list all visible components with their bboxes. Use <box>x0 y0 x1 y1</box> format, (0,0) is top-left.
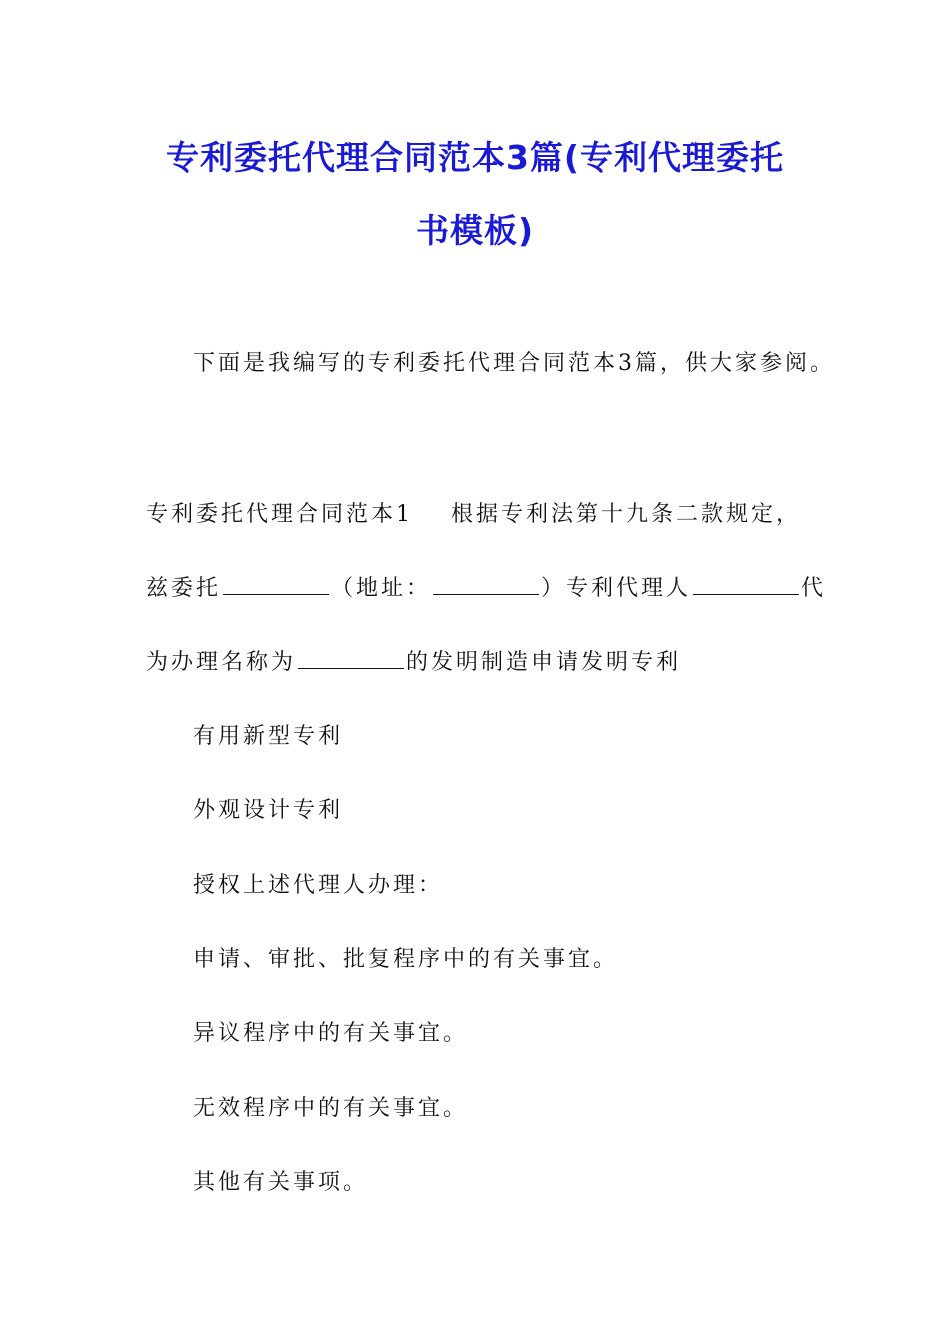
section-1-text: 根据专利法第十九条二款规定， <box>451 502 802 527</box>
section-1-heading: 专利委托代理合同范本1 <box>146 502 413 527</box>
invention-name-label: 为办理名称为 <box>146 650 297 675</box>
document-title-line-2: 书模板) <box>415 211 535 250</box>
list-item: 外观设计专利 <box>193 798 344 823</box>
invention-name-blank <box>298 648 404 669</box>
address-label: （地址： <box>331 576 432 601</box>
list-item: 无效程序中的有关事宜。 <box>193 1096 469 1121</box>
invention-type-text: 的发明制造申请发明专利 <box>406 650 682 675</box>
agent-name-blank <box>693 574 799 595</box>
entrusting-party-blank <box>223 574 329 595</box>
entrust-line-end: 代 <box>801 576 827 601</box>
document-title-line-1: 专利委托代理合同范本3篇(专利代理委托 <box>165 138 785 177</box>
list-item: 申请、审批、批复程序中的有关事宜。 <box>193 947 619 972</box>
entrust-line <box>146 571 826 602</box>
agent-label: ）专利代理人 <box>541 576 692 601</box>
entrust-label: 兹委托 <box>146 576 222 601</box>
address-blank <box>433 574 539 595</box>
invention-name-line <box>146 645 681 676</box>
list-item: 异议程序中的有关事宜。 <box>193 1021 469 1046</box>
intro-paragraph: 下面是我编写的专利委托代理合同范本3篇，供大家参阅。 <box>193 351 835 376</box>
list-item: 其他有关事项。 <box>193 1170 369 1195</box>
list-item: 有用新型专利 <box>193 724 344 749</box>
section-1-first-line <box>146 497 801 528</box>
list-item: 授权上述代理人办理： <box>193 873 444 898</box>
